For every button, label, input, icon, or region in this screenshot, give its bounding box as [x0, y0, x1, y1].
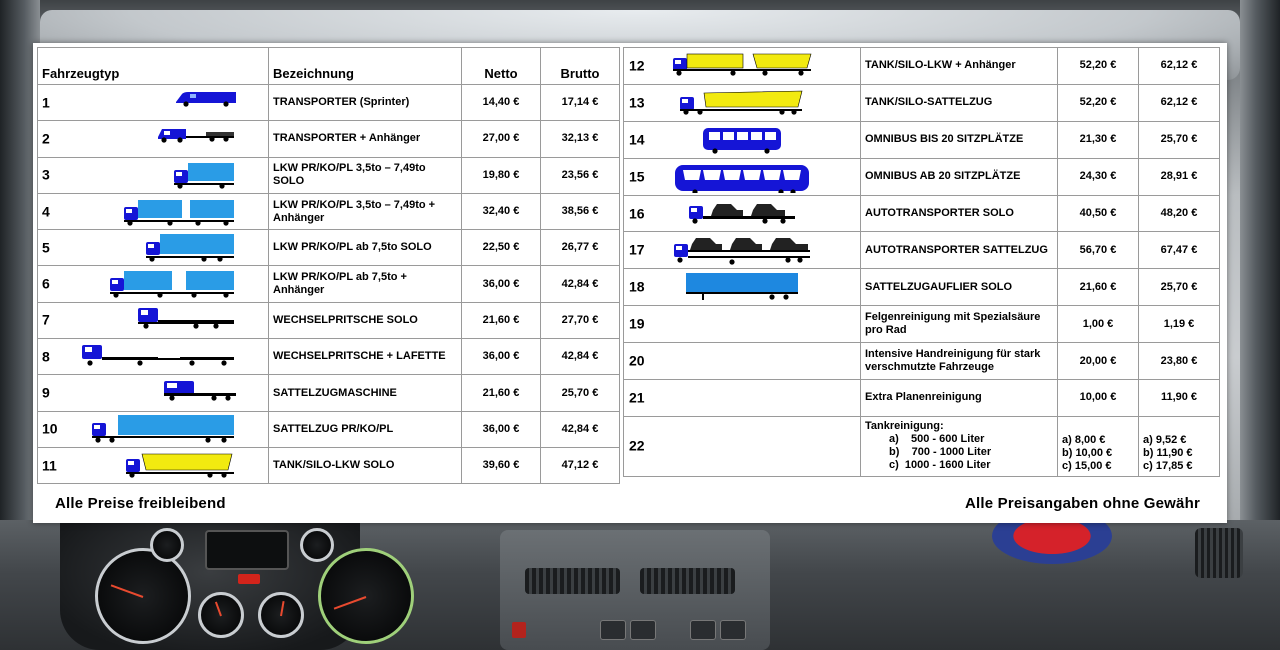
price-brutto: 48,20 €	[1139, 195, 1220, 232]
row-number: 18	[629, 279, 645, 296]
table-row	[38, 339, 620, 375]
tank-range-item	[865, 459, 1053, 472]
vehicle-name: LKW PR/KO/PL ab 7,5to SOLO	[269, 230, 462, 266]
table-row	[38, 85, 620, 121]
tank-truck-icon	[124, 450, 236, 482]
row-number: 19	[629, 315, 645, 332]
table-row	[624, 343, 1220, 380]
air-vent	[640, 568, 735, 594]
van-icon	[174, 87, 236, 119]
vehicle-cell	[38, 85, 269, 121]
price-netto: 39,60 €	[462, 447, 541, 483]
table-row	[38, 266, 620, 302]
vehicle-name: Felgenreinigung mit Spezialsäure pro Rad	[861, 306, 1058, 343]
price-netto: 10,00 €	[1058, 380, 1139, 417]
vehicle-name: LKW PR/KO/PL 3,5to – 7,49to + Anhänger	[269, 193, 462, 229]
vehicle-cell	[38, 193, 269, 229]
speedometer-gauge	[95, 548, 191, 644]
tank-range: 1000 - 1600 Liter	[904, 459, 991, 472]
tank-range: 700 - 1000 Liter	[911, 446, 992, 459]
tank-cleaning-cell	[861, 416, 1058, 476]
vehicle-cell	[624, 269, 861, 306]
table-row	[38, 230, 620, 266]
flatbed-truck-icon	[136, 304, 236, 336]
tank-title: Tankreinigung:	[865, 420, 944, 433]
table-row-tank	[624, 416, 1220, 476]
vehicle-cell	[624, 48, 861, 85]
control-knob	[630, 620, 656, 640]
row-number: 5	[42, 239, 50, 256]
price-netto: 14,40 €	[462, 85, 541, 121]
vehicle-name: TANK/SILO-LKW SOLO	[269, 447, 462, 483]
price-netto: 40,50 €	[1058, 195, 1139, 232]
box-truck-icon	[172, 159, 236, 191]
price-brutto: 1,19 €	[1139, 306, 1220, 343]
price-netto: 36,00 €	[462, 411, 541, 447]
tank-netto: a) 8,00 €	[1062, 434, 1106, 446]
vehicle-name: Intensive Handreinigung für stark verschmutzte Fahrzeuge	[861, 343, 1058, 380]
small-gauge	[300, 528, 334, 562]
table-row	[38, 193, 620, 229]
tank-range: 500 - 600 Liter	[911, 433, 985, 446]
price-brutto: 32,13 €	[541, 121, 620, 157]
price-brutto: 28,91 €	[1139, 158, 1220, 195]
price-brutto: 42,84 €	[541, 339, 620, 375]
tank-brutto: c) 17,85 €	[1143, 459, 1193, 472]
vehicle-name: OMNIBUS AB 20 SITZPLÄTZE	[861, 158, 1058, 195]
table-row	[624, 269, 1220, 306]
car-transporter-semi-icon	[672, 234, 812, 266]
semi-trailer-icon	[684, 271, 800, 303]
tank-semi-icon	[678, 87, 806, 119]
row-number: 10	[42, 421, 58, 438]
cluster-display	[205, 530, 289, 570]
row-number: 20	[629, 352, 645, 369]
vehicle-cell	[624, 121, 861, 158]
tank-truck-trailer-icon	[671, 50, 813, 82]
vehicle-cell	[624, 195, 861, 232]
header-brutto: Brutto	[541, 48, 620, 85]
vehicle-cell	[624, 158, 861, 195]
row-number: 6	[42, 275, 50, 292]
price-brutto: 42,84 €	[541, 411, 620, 447]
table-row	[38, 447, 620, 483]
semi-truck-icon	[90, 413, 236, 445]
table-row	[38, 157, 620, 193]
price-brutto: 26,77 €	[541, 230, 620, 266]
large-bus-icon	[673, 161, 811, 193]
table-row	[38, 411, 620, 447]
price-netto: 52,20 €	[1058, 48, 1139, 85]
small-gauge	[150, 528, 184, 562]
vehicle-name: TANK/SILO-LKW + Anhänger	[861, 48, 1058, 85]
price-netto: 21,60 €	[462, 375, 541, 411]
price-netto: 21,60 €	[1058, 269, 1139, 306]
header-netto: Netto	[462, 48, 541, 85]
vehicle-cell	[38, 266, 269, 302]
table-row	[38, 121, 620, 157]
price-brutto: 67,47 €	[1139, 232, 1220, 269]
price-netto: 19,80 €	[462, 157, 541, 193]
tank-brutto: b) 11,90 €	[1143, 446, 1193, 459]
row-number: 22	[629, 438, 645, 455]
small-gauge	[198, 592, 244, 638]
row-number: 17	[629, 242, 645, 259]
control-knob	[600, 620, 626, 640]
vehicle-name: LKW PR/KO/PL ab 7,5to + Anhänger	[269, 266, 462, 302]
control-knob	[690, 620, 716, 640]
price-brutto: 27,70 €	[541, 302, 620, 338]
vehicle-name: WECHSELPRITSCHE + LAFETTE	[269, 339, 462, 375]
price-netto: 21,60 €	[462, 302, 541, 338]
row-number: 14	[629, 131, 645, 148]
row-number: 21	[629, 389, 645, 406]
price-brutto: 25,70 €	[1139, 269, 1220, 306]
tank-netto-cell	[1058, 416, 1139, 476]
air-vent	[525, 568, 620, 594]
footer-left-note: Alle Preise freibleibend	[55, 495, 226, 512]
row-number: 2	[42, 130, 50, 147]
table-row	[624, 121, 1220, 158]
table-row	[624, 232, 1220, 269]
table-row	[624, 48, 1220, 85]
table-header-row	[38, 48, 620, 85]
warning-lamp	[238, 574, 260, 584]
price-brutto: 11,90 €	[1139, 380, 1220, 417]
vehicle-cell	[624, 306, 861, 343]
vehicle-cell	[38, 411, 269, 447]
tank-brutto: a) 9,52 €	[1143, 434, 1187, 446]
vehicle-cell	[38, 375, 269, 411]
air-vent	[1195, 528, 1243, 578]
price-netto: 36,00 €	[462, 266, 541, 302]
vehicle-cell	[624, 232, 861, 269]
price-netto: 52,20 €	[1058, 84, 1139, 121]
price-netto: 27,00 €	[462, 121, 541, 157]
large-truck-trailer-icon	[108, 268, 236, 300]
tank-range-item	[865, 433, 1053, 446]
price-brutto: 62,12 €	[1139, 48, 1220, 85]
price-brutto: 47,12 €	[541, 447, 620, 483]
vehicle-name: LKW PR/KO/PL 3,5to – 7,49to SOLO	[269, 157, 462, 193]
large-truck-icon	[144, 232, 236, 264]
vehicle-name: SATTELZUGAUFLIER SOLO	[861, 269, 1058, 306]
vehicle-cell	[38, 157, 269, 193]
row-number: 13	[629, 94, 645, 111]
table-row	[624, 195, 1220, 232]
table-row	[624, 306, 1220, 343]
table-row	[38, 375, 620, 411]
footer-right-note: Alle Preisangaben ohne Gewähr	[964, 495, 1200, 512]
tank-key: b)	[889, 446, 900, 459]
vehicle-name: TRANSPORTER (Sprinter)	[269, 85, 462, 121]
tank-range-item	[865, 446, 1053, 459]
price-netto: 1,00 €	[1058, 306, 1139, 343]
price-netto: 36,00 €	[462, 339, 541, 375]
price-netto: 24,30 €	[1058, 158, 1139, 195]
vehicle-cell	[38, 230, 269, 266]
row-number: 7	[42, 312, 50, 329]
vehicle-name: OMNIBUS BIS 20 SITZPLÄTZE	[861, 121, 1058, 158]
vehicle-name: SATTELZUG PR/KO/PL	[269, 411, 462, 447]
vehicle-name: AUTOTRANSPORTER SOLO	[861, 195, 1058, 232]
price-brutto: 38,56 €	[541, 193, 620, 229]
price-netto: 32,40 €	[462, 193, 541, 229]
van-trailer-icon	[156, 123, 236, 155]
row-number: 15	[629, 168, 645, 185]
table-row	[38, 302, 620, 338]
tank-netto: b) 10,00 €	[1062, 446, 1113, 459]
vehicle-name: TANK/SILO-SATTELZUG	[861, 84, 1058, 121]
small-bus-icon	[701, 124, 783, 156]
row-number: 4	[42, 203, 50, 220]
vehicle-cell	[624, 380, 861, 417]
price-netto: 20,00 €	[1058, 343, 1139, 380]
price-brutto: 62,12 €	[1139, 84, 1220, 121]
table-row	[624, 84, 1220, 121]
small-gauge	[258, 592, 304, 638]
row-number: 16	[629, 205, 645, 222]
row-number: 12	[629, 57, 645, 74]
tank-netto: c) 15,00 €	[1062, 459, 1112, 472]
tank-brutto-cell	[1139, 416, 1220, 476]
price-netto: 22,50 €	[462, 230, 541, 266]
car-transporter-icon	[687, 198, 797, 230]
box-truck-trailer-icon	[122, 196, 236, 228]
row-number: 3	[42, 166, 50, 183]
tank-key: a)	[889, 433, 899, 446]
flatbed-trailer-icon	[80, 341, 236, 373]
vehicle-cell	[624, 343, 861, 380]
price-netto: 56,70 €	[1058, 232, 1139, 269]
table-row	[624, 158, 1220, 195]
vehicle-name: AUTOTRANSPORTER SATTELZUG	[861, 232, 1058, 269]
row-number: 8	[42, 348, 50, 365]
price-brutto: 17,14 €	[541, 85, 620, 121]
vehicle-name: WECHSELPRITSCHE SOLO	[269, 302, 462, 338]
hazard-button	[512, 622, 526, 638]
vehicle-cell	[38, 302, 269, 338]
price-table-right	[623, 47, 1220, 477]
vehicle-cell	[624, 84, 861, 121]
vehicle-name: SATTELZUGMASCHINE	[269, 375, 462, 411]
vehicle-cell	[38, 339, 269, 375]
vehicle-cell	[38, 121, 269, 157]
vehicle-cell	[38, 447, 269, 483]
tractor-unit-icon	[162, 377, 236, 409]
control-knob	[720, 620, 746, 640]
row-number: 9	[42, 384, 50, 401]
vehicle-name: Extra Planenreinigung	[861, 380, 1058, 417]
header-name: Bezeichnung	[269, 48, 462, 85]
tank-range-list	[865, 433, 1053, 472]
row-number: 1	[42, 94, 50, 111]
price-table-left	[37, 47, 620, 484]
price-brutto: 42,84 €	[541, 266, 620, 302]
price-brutto: 25,70 €	[541, 375, 620, 411]
price-netto: 21,30 €	[1058, 121, 1139, 158]
price-brutto: 23,80 €	[1139, 343, 1220, 380]
table-row	[624, 380, 1220, 417]
price-brutto: 25,70 €	[1139, 121, 1220, 158]
tank-key: c)	[889, 459, 899, 472]
tachometer-gauge	[318, 548, 414, 644]
vehicle-name: TRANSPORTER + Anhänger	[269, 121, 462, 157]
price-brutto: 23,56 €	[541, 157, 620, 193]
row-number: 11	[42, 457, 57, 474]
header-vehicle-type: Fahrzeugtyp	[38, 48, 269, 85]
